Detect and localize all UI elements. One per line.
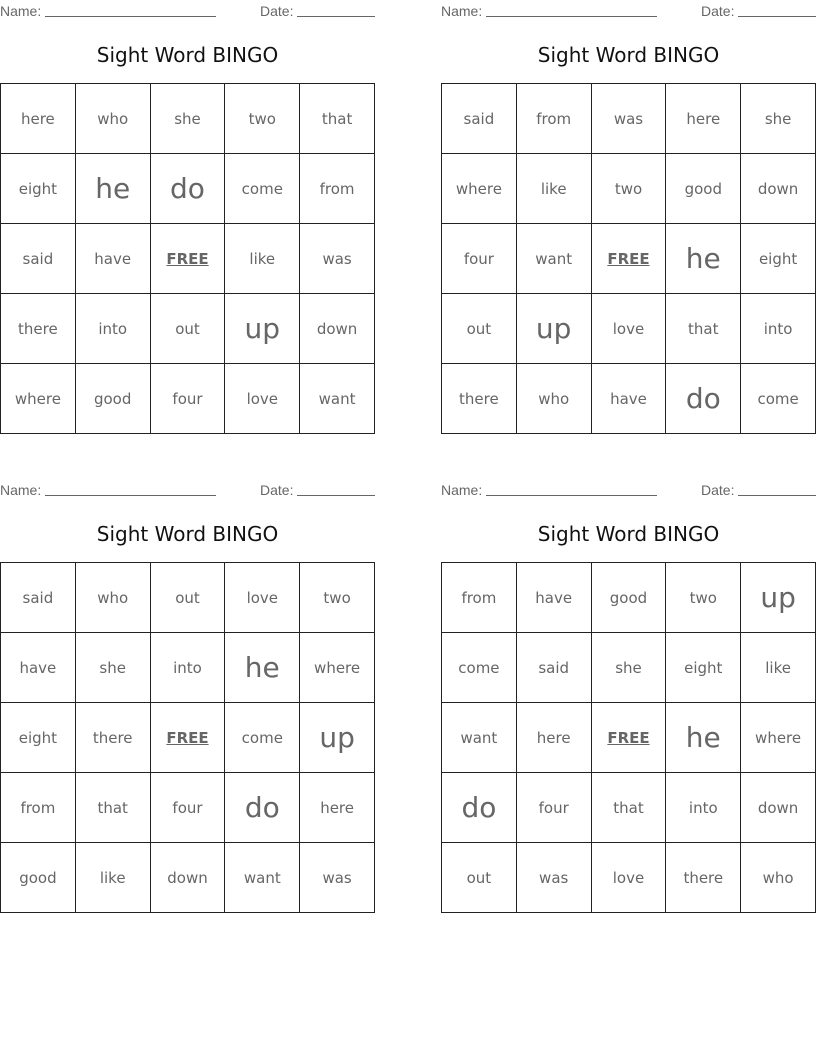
word-cell: two [592,154,667,224]
word-cell: who [76,563,151,633]
word-cell: out [151,294,226,364]
word-cell: good [76,364,151,434]
word-cell: eight [666,633,741,703]
word-cell: here [300,773,375,843]
word-cell: down [741,154,816,224]
word-cell: up [300,703,375,773]
name-date-bar [0,479,375,499]
word-cell: do [225,773,300,843]
word-cell: four [517,773,592,843]
word-cell: two [225,84,300,154]
word-cell: who [76,84,151,154]
card-title: Sight Word BINGO [96,522,279,546]
word-cell: where [442,154,517,224]
card-title: Sight Word BINGO [537,43,720,67]
word-cell: who [517,364,592,434]
word-cell: want [442,703,517,773]
word-cell: four [442,224,517,294]
date-blank-line [297,16,375,17]
word-cell: come [741,364,816,434]
word-cell: that [666,294,741,364]
bingo-grid [0,83,375,434]
word-cell: love [225,364,300,434]
word-cell: good [592,563,667,633]
word-cell: where [741,703,816,773]
word-cell: come [225,703,300,773]
word-cell: four [151,364,226,434]
word-cell: into [151,633,226,703]
word-cell: was [517,843,592,913]
name-date-bar [441,0,816,20]
name-label: Name: [441,3,483,19]
name-date-bar [0,0,375,20]
word-cell: she [592,633,667,703]
word-cell: where [300,633,375,703]
word-cell: was [300,843,375,913]
name-blank-line [486,16,657,17]
word-cell: two [666,563,741,633]
free-space-cell: FREE [592,703,667,773]
word-cell: that [592,773,667,843]
word-cell: where [1,364,76,434]
bingo-grid [0,562,375,913]
word-cell: from [1,773,76,843]
word-cell: up [225,294,300,364]
word-cell: four [151,773,226,843]
word-cell: love [225,563,300,633]
word-cell: said [442,84,517,154]
word-cell: down [300,294,375,364]
word-cell: that [76,773,151,843]
word-cell: said [1,224,76,294]
word-cell: he [666,703,741,773]
word-cell: come [225,154,300,224]
word-cell: love [592,843,667,913]
word-cell: have [517,563,592,633]
word-cell: into [741,294,816,364]
word-cell: eight [1,154,76,224]
name-label: Name: [0,3,42,19]
date-label: Date: [701,482,735,498]
date-blank-line [297,495,375,496]
bingo-grid [441,562,816,913]
word-cell: want [225,843,300,913]
name-blank-line [45,495,216,496]
word-cell: love [592,294,667,364]
word-cell: like [225,224,300,294]
free-space-cell: FREE [592,224,667,294]
word-cell: there [666,843,741,913]
word-cell: was [592,84,667,154]
word-cell: she [741,84,816,154]
word-cell: eight [1,703,76,773]
word-cell: want [300,364,375,434]
card-title: Sight Word BINGO [537,522,720,546]
word-cell: here [517,703,592,773]
word-cell: up [741,563,816,633]
name-blank-line [45,16,216,17]
word-cell: said [517,633,592,703]
word-cell: who [741,843,816,913]
bingo-grid [441,83,816,434]
word-cell: like [76,843,151,913]
word-cell: do [442,773,517,843]
word-cell: said [1,563,76,633]
word-cell: do [151,154,226,224]
word-cell: he [666,224,741,294]
word-cell: into [666,773,741,843]
word-cell: there [76,703,151,773]
word-cell: from [442,563,517,633]
word-cell: like [741,633,816,703]
word-cell: do [666,364,741,434]
word-cell: from [300,154,375,224]
date-label: Date: [701,3,735,19]
word-cell: from [517,84,592,154]
date-blank-line [738,16,816,17]
date-label: Date: [260,482,294,498]
word-cell: was [300,224,375,294]
word-cell: two [300,563,375,633]
card-title: Sight Word BINGO [96,43,279,67]
word-cell: come [442,633,517,703]
word-cell: have [592,364,667,434]
free-space-cell: FREE [151,224,226,294]
word-cell: like [517,154,592,224]
name-blank-line [486,495,657,496]
date-label: Date: [260,3,294,19]
word-cell: he [225,633,300,703]
name-date-bar [441,479,816,499]
word-cell: into [76,294,151,364]
word-cell: he [76,154,151,224]
date-blank-line [738,495,816,496]
word-cell: there [442,364,517,434]
word-cell: out [442,294,517,364]
word-cell: good [666,154,741,224]
word-cell: that [300,84,375,154]
word-cell: have [1,633,76,703]
word-cell: up [517,294,592,364]
word-cell: good [1,843,76,913]
word-cell: out [151,563,226,633]
name-label: Name: [441,482,483,498]
free-space-cell: FREE [151,703,226,773]
word-cell: want [517,224,592,294]
word-cell: down [741,773,816,843]
word-cell: she [151,84,226,154]
word-cell: here [666,84,741,154]
word-cell: out [442,843,517,913]
word-cell: eight [741,224,816,294]
word-cell: here [1,84,76,154]
word-cell: have [76,224,151,294]
word-cell: she [76,633,151,703]
word-cell: there [1,294,76,364]
word-cell: down [151,843,226,913]
name-label: Name: [0,482,42,498]
